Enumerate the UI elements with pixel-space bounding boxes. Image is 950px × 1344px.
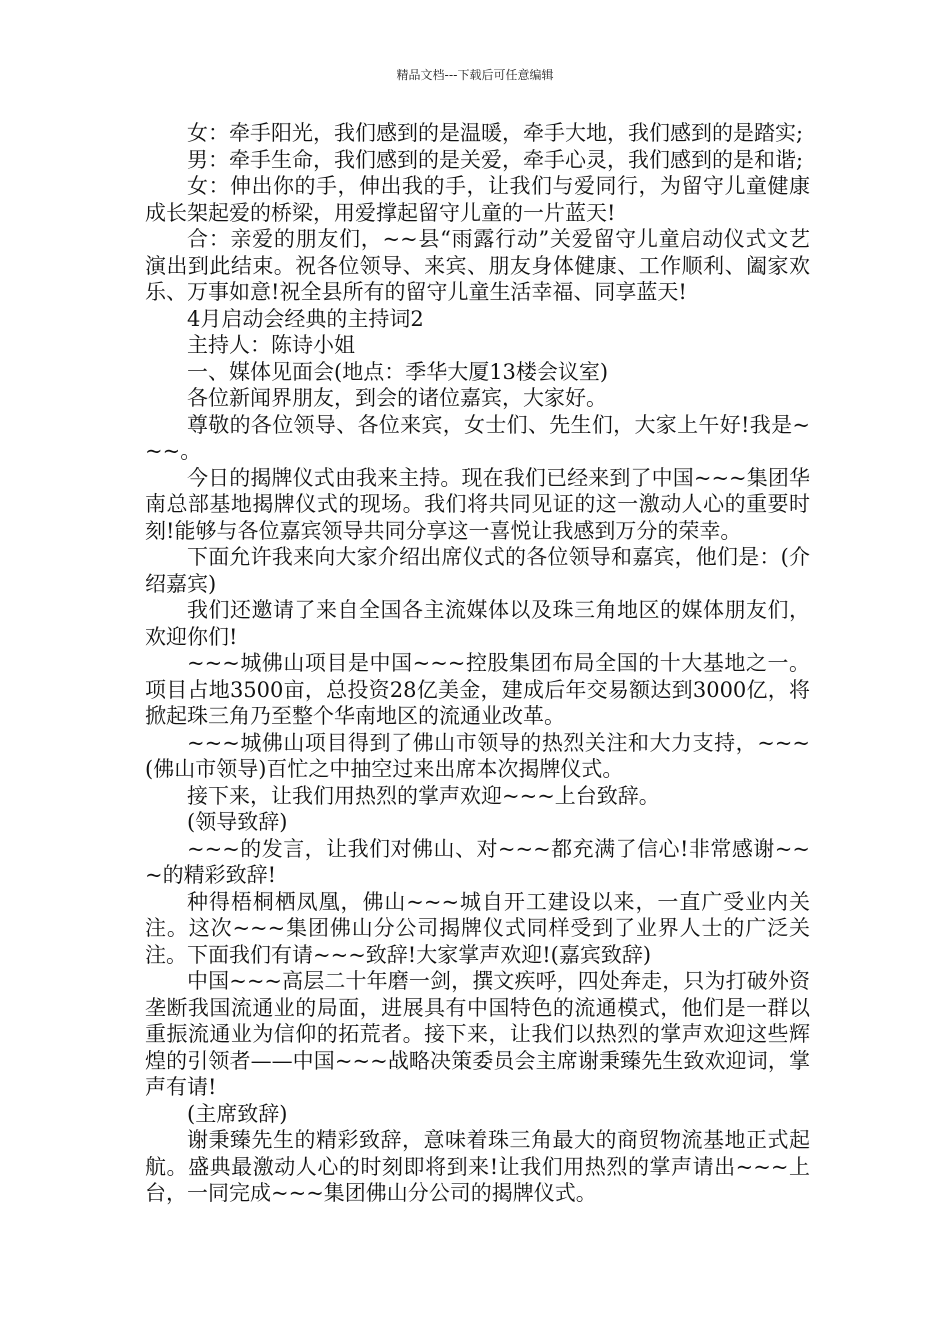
paragraph: 一、媒体见面会(地点：季华大厦13楼会议室) (187, 359, 609, 384)
paragraph: 女：伸出你的手，伸出我的手，让我们与爱同行，为留守儿童健康成长架起爱的桥梁，用爱撑起留守儿童的一片蓝天! (145, 174, 810, 225)
paragraph: 今日的揭牌仪式由我来主持。现在我们已经来到了中国~~~集团华南总部基地揭牌仪式的现场。我们将共同见证的这一激动人心的重要时刻!能够与各位嘉宾领导共同分享这一喜悦让我感到万分的荣幸。 (145, 465, 810, 543)
paragraph: 主持人：陈诗小姐 (187, 333, 355, 357)
paragraph: 中国~~~高层二十年磨一剑，撰文疾呼，四处奔走，只为打破外资垄断我国流通业的局面，进展具有中国特色的流通模式，他们是一群以重振流通业为信仰的拓荒者。接下来，让我们以热烈的掌声欢迎这些辉煌的引领者——中国~~~战略决策委员会主席谢秉臻先生致欢迎词，掌声有请! (145, 969, 810, 1099)
paragraph: 尊敬的各位领导、各位来宾，女士们、先生们，大家上午好!我是~~~。 (145, 412, 810, 463)
paragraph: ~~~城佛山项目是中国~~~控股集团布局全国的十大基地之一。项目占地3500亩，总投资28亿美金，建成后年交易额达到3000亿，将掀起珠三角乃至整个华南地区的流通业改革。 (145, 651, 810, 728)
page-header: 精品文档---下载后可任意编辑 (396, 68, 554, 82)
paragraph: 合：亲爱的朋友们，~~县“雨露行动”关爱留守儿童启动仪式文艺演出到此结束。祝各位领导、来宾、朋友身体健康、工作顺利、阖家欢乐、万事如意!祝全县所有的留守儿童生活幸福、同享蓝天! (145, 227, 810, 304)
document-body (145, 120, 810, 1207)
paragraph: 男：牵手生命，我们感到的是关爱，牵手心灵，我们感到的是和谐; (187, 147, 804, 172)
paragraph: (领导致辞) (187, 810, 288, 834)
paragraph: 谢秉臻先生的精彩致辞，意味着珠三角最大的商贸物流基地正式起航。盛典最激动人心的时刻即将到来!让我们用热烈的掌声请出~~~上台，一同完成~~~集团佛山分公司的揭牌仪式。 (145, 1128, 810, 1205)
section-title: 4月启动会经典的主持词2 (187, 306, 424, 331)
paragraph: 种得梧桐栖凤凰，佛山~~~城自开工建设以来，一直广受业内关注。这次~~~集团佛山分公司揭牌仪式同样受到了业界人士的广泛关注。下面我们有请~~~致辞!大家掌声欢迎!(嘉宾致辞) (145, 889, 810, 967)
paragraph: ~~~的发言，让我们对佛山、对~~~都充满了信心!非常感谢~~~的精彩致辞! (145, 836, 810, 887)
paragraph: 我们还邀请了来自全国各主流媒体以及珠三角地区的媒体朋友们，欢迎你们! (145, 598, 810, 649)
paragraph: ~~~城佛山项目得到了佛山市领导的热烈关注和大力支持，~~~(佛山市领导)百忙之中抽空过来出席本次揭牌仪式。 (145, 730, 810, 781)
paragraph: (主席致辞) (187, 1101, 288, 1126)
paragraph: 接下来，让我们用热烈的掌声欢迎~~~上台致辞。 (187, 783, 660, 808)
paragraph: 下面允许我来向大家介绍出席仪式的各位领导和嘉宾，他们是：(介绍嘉宾) (145, 545, 810, 596)
paragraph: 女：牵手阳光，我们感到的是温暖，牵手大地，我们感到的是踏实; (187, 121, 804, 145)
paragraph: 各位新闻界朋友，到会的诸位嘉宾，大家好。 (187, 386, 607, 410)
